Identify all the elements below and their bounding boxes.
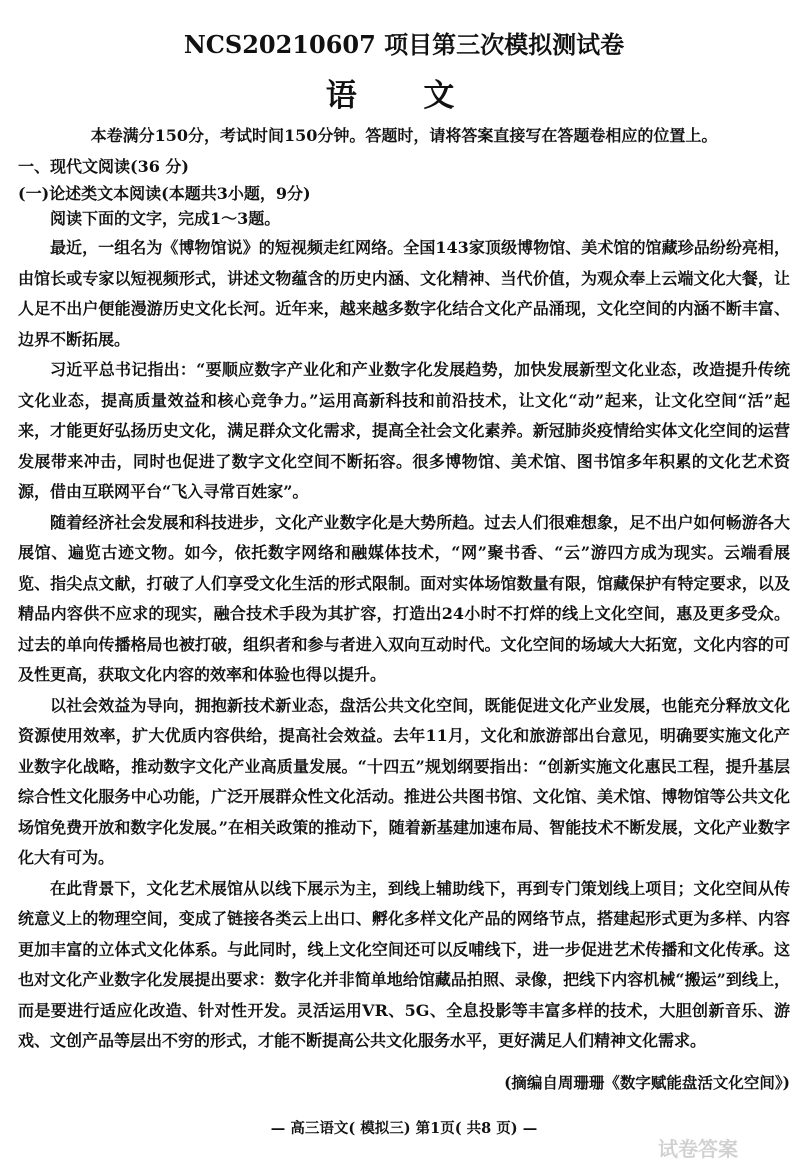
paragraph-2: 习近平总书记指出：“要顺应数字产业化和产业数字化发展趋势，加快发展新型文化业态，改造提升传统文化业态，提高质量效益和核心竞争力。”运用高新科技和前沿技术，让文化“动”起来，让文化空间“活”起来，才能更好弘扬历史文化，满足群众文化需求，提高全社会文化素养。新冠肺炎疫情给实体文化空间的运营发展带来冲击，同时也促进了数字文化空间不断拓容。很多博物馆、美术馆、图书馆多年积累的文化艺术资源，借由互联网平台“飞入寻常百姓家”。 bbox=[18, 360, 790, 501]
exam-instructions: 本卷满分150分，考试时间150分钟。答题时，请将答案直接写在答题卷相应的位置上。 bbox=[90, 126, 718, 145]
subsection-heading: (一)论述类文本阅读(本题共3小题，9分) bbox=[18, 184, 311, 203]
paragraph-1: 最近，一组名为《博物馆说》的短视频走红网络。全国143家顶级博物馆、美术馆的馆藏珍品纷纷亮相，由馆长或专家以短视频形式，讲述文物蕴含的历史内涵、文化精神、当代价值，为观众奉上云端文化大餐，让人足不出户便能漫游历史文化长河。近年来，越来越多数字化结合文化产品涌现，文化空间的内涵不断丰富、边界不断拓展。 bbox=[18, 238, 790, 349]
exam-title: NCS20210607 项目第三次模拟测试卷 bbox=[183, 30, 625, 59]
page-footer: — 高三语文( 模拟三) 第1页( 共8 页) — bbox=[270, 1120, 538, 1137]
source-citation: (摘编自周珊珊《数字赋能盘活文化空间》) bbox=[504, 1072, 790, 1092]
watermark: 试卷答案 bbox=[658, 1137, 738, 1161]
subject-title: 语 文 bbox=[325, 78, 483, 114]
section-heading: 一、现代文阅读(36 分) bbox=[18, 157, 189, 176]
paragraph-4: 以社会效益为导向，拥抱新技术新业态，盘活公共文化空间，既能促进文化产业发展，也能充分释放文化资源使用效率，扩大优质内容供给，提高社会效益。去年11月，文化和旅游部出台意见，明确要实施文化产业数字化战略，推动数字文化产业高质量发展。“十四五”规划纲要指出：“创新实施文化惠民工程，提升基层综合性文化服务中心功能，广泛开展群众性文化活动。推进公共图书馆、文化馆、美术馆、博物馆等公共文化场馆免费开放和数字化发展。”在相关政策的推动下，随着新基建加速布局、智能技术不断发展，文化产业数字化大有可为。 bbox=[18, 695, 790, 867]
exam-page bbox=[18, 30, 790, 1093]
reading-intro: 阅读下面的文字，完成1～3题。 bbox=[50, 209, 281, 228]
paragraph-3: 随着经济社会发展和科技进步，文化产业数字化是大势所趋。过去人们很难想象，足不出户如何畅游各大展馆、遍览古迹文物。如今，依托数字网络和融媒体技术，“网”聚书香、“云”游四方成为现实。云端看展览、指尖点文献，打破了人们享受文化生活的形式限制。面对实体场馆数量有限，馆藏保护有特定要求，以及精品内容供不应求的现实，融合技术手段为其扩容，打造出24小时不打烊的线上文化空间，惠及更多受众。过去的单向传播格局也被打破，组织者和参与者进入双向互动时代。文化空间的场域大大拓宽，文化内容的可及性更高，获取文化内容的效率和体验也得以提升。 bbox=[18, 512, 790, 684]
paragraph-5: 在此背景下，文化艺术展馆从以线下展示为主，到线上辅助线下，再到专门策划线上项目；文化空间从传统意义上的物理空间，变成了链接各类云上出口、孵化多样文化产品的网络节点，搭建起形式更为多样、内容更加丰富的立体式文化体系。与此同时，线上文化空间还可以反哺线下，进一步促进艺术传播和文化传承。这也对文化产业数字化发展提出要求：数字化并非简单地给馆藏品拍照、录像，把线下内容机械“搬运”到线上，而是要进行适应化改造、针对性开发。灵活运用VR、5G、全息投影等丰富多样的技术，大胆创新音乐、游戏、文创产品等层出不穷的形式，才能不断提高公共文化服务水平，更好满足人们精神文化需求。 bbox=[18, 878, 790, 1050]
